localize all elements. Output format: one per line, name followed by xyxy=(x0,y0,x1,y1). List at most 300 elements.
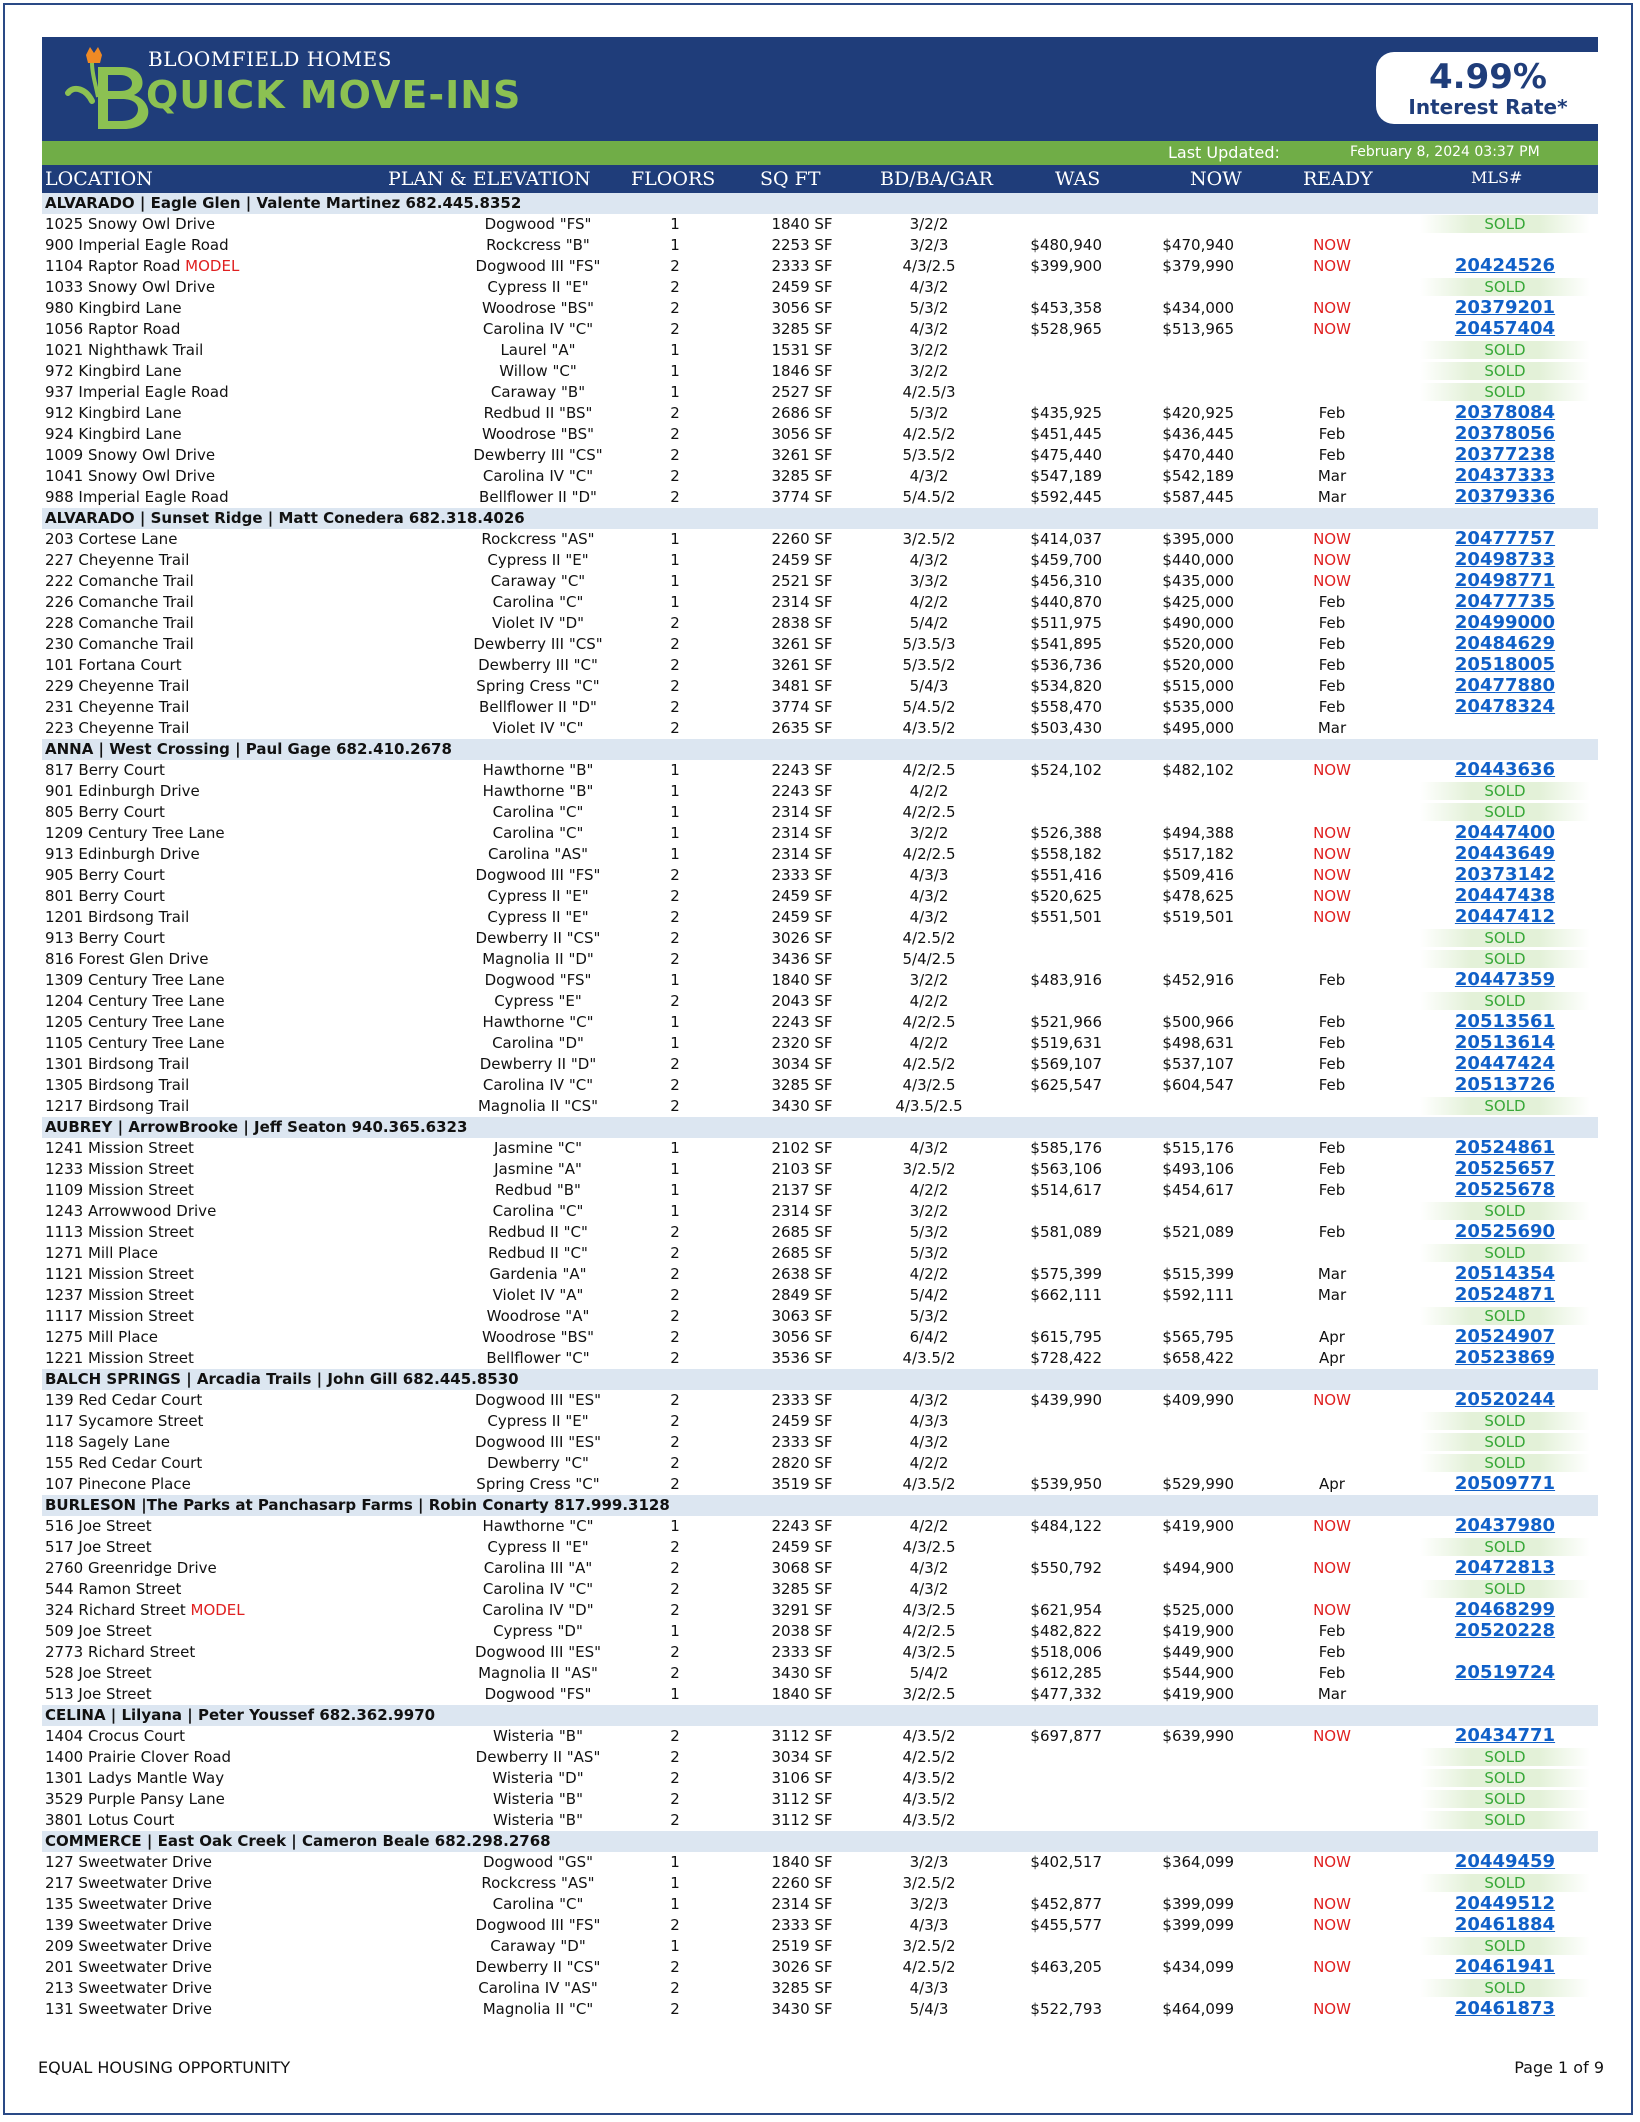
address-text: 517 Joe Street xyxy=(45,1538,152,1556)
address-text: 913 Berry Court xyxy=(45,929,165,947)
was-price-cell: $524,102 xyxy=(1030,761,1102,779)
sqft-cell: 2243 SF xyxy=(771,761,833,779)
ready-cell: Feb xyxy=(1318,1664,1346,1682)
community-section-header xyxy=(42,739,1598,760)
sold-badge: SOLD xyxy=(1420,1454,1590,1472)
address-cell xyxy=(45,929,165,947)
address-text: 1237 Mission Street xyxy=(45,1286,194,1304)
floors-cell: 1 xyxy=(670,1517,680,1535)
ready-cell: NOW xyxy=(1313,1727,1351,1745)
table-row xyxy=(42,214,1598,235)
floors-cell: 2 xyxy=(670,1307,680,1325)
bd-ba-gar-cell: 3/2/3 xyxy=(909,236,949,254)
plan-cell: Rockcress "AS" xyxy=(481,1874,595,1892)
address-text: 101 Fortana Court xyxy=(45,656,182,674)
sqft-cell: 2686 SF xyxy=(771,404,833,422)
was-price-cell: $521,966 xyxy=(1030,1013,1102,1031)
address-text: 1201 Birdsong Trail xyxy=(45,908,190,926)
sqft-cell: 2314 SF xyxy=(771,824,833,842)
bd-ba-gar-cell: 5/3.5/2 xyxy=(902,446,956,464)
plan-cell: Rockcress "AS" xyxy=(481,530,595,548)
was-price-cell: $541,895 xyxy=(1030,635,1102,653)
address-text: 228 Comanche Trail xyxy=(45,614,194,632)
floors-cell: 1 xyxy=(670,215,680,233)
mls-link[interactable]: 20437980 xyxy=(1454,1515,1556,1536)
address-text: 912 Kingbird Lane xyxy=(45,404,182,422)
sqft-cell: 3261 SF xyxy=(771,656,833,674)
community-section-header xyxy=(42,1495,1598,1516)
now-price-cell: $490,000 xyxy=(1162,614,1234,632)
bd-ba-gar-cell: 4/3/2 xyxy=(909,278,949,296)
floors-cell: 2 xyxy=(670,887,680,905)
now-price-cell: $520,000 xyxy=(1162,656,1234,674)
mls-link[interactable]: 20520244 xyxy=(1454,1389,1556,1410)
address-cell xyxy=(45,866,165,884)
was-price-cell: $550,792 xyxy=(1030,1559,1102,1577)
mls-link[interactable]: 20434771 xyxy=(1454,1725,1556,1746)
address-cell xyxy=(45,1475,191,1493)
community-section-header xyxy=(42,508,1598,529)
sold-badge: SOLD xyxy=(1420,1811,1590,1829)
sqft-cell: 2260 SF xyxy=(771,1874,833,1892)
mls-link[interactable]: 20379336 xyxy=(1454,486,1556,507)
mls-link[interactable]: 20513561 xyxy=(1454,1011,1556,1032)
table-row xyxy=(42,697,1598,718)
address-text: 1243 Arrowwood Drive xyxy=(45,1202,217,1220)
bd-ba-gar-cell: 4/2.5/2 xyxy=(902,1958,956,1976)
floors-cell: 1 xyxy=(670,1160,680,1178)
sold-badge: SOLD xyxy=(1420,1769,1590,1787)
was-price-cell: $475,440 xyxy=(1030,446,1102,464)
floors-cell: 2 xyxy=(670,425,680,443)
address-cell xyxy=(45,488,229,506)
ready-cell: Mar xyxy=(1317,1685,1347,1703)
mls-link[interactable]: 20477880 xyxy=(1454,675,1556,696)
address-cell xyxy=(45,257,239,275)
was-price-cell: $522,793 xyxy=(1030,2000,1102,2018)
was-price-cell: $480,940 xyxy=(1030,236,1102,254)
address-text: 516 Joe Street xyxy=(45,1517,152,1535)
ready-cell: NOW xyxy=(1313,551,1351,569)
mls-link[interactable]: 20378056 xyxy=(1454,423,1556,444)
mls-link[interactable]: 20499000 xyxy=(1454,612,1556,633)
ready-cell: NOW xyxy=(1313,257,1351,275)
mls-link[interactable]: 20477757 xyxy=(1454,528,1556,549)
sqft-cell: 2314 SF xyxy=(771,593,833,611)
plan-cell: Dogwood III "ES" xyxy=(475,1433,601,1451)
mls-link[interactable]: 20525657 xyxy=(1454,1158,1556,1179)
table-row xyxy=(42,1558,1598,1579)
plan-cell: Redbud II "C" xyxy=(488,1244,588,1262)
mls-link[interactable]: 20437333 xyxy=(1454,465,1556,486)
sqft-cell: 2320 SF xyxy=(771,1034,833,1052)
bd-ba-gar-cell: 4/3/2 xyxy=(909,1433,949,1451)
sqft-cell: 3261 SF xyxy=(771,446,833,464)
floors-cell: 1 xyxy=(670,1895,680,1913)
sqft-cell: 2314 SF xyxy=(771,845,833,863)
plan-cell: Carolina "D" xyxy=(492,1034,584,1052)
mls-link[interactable]: 20447400 xyxy=(1454,822,1556,843)
address-cell xyxy=(45,719,189,737)
plan-cell: Woodrose "BS" xyxy=(481,1328,594,1346)
mls-link[interactable]: 20447412 xyxy=(1454,906,1556,927)
sqft-cell: 3774 SF xyxy=(771,488,833,506)
mls-link[interactable]: 20513726 xyxy=(1454,1074,1556,1095)
address-cell xyxy=(45,971,225,989)
sold-badge: SOLD xyxy=(1420,1748,1590,1766)
address-text: 1209 Century Tree Lane xyxy=(45,824,225,842)
mls-link[interactable]: 20424526 xyxy=(1454,255,1556,276)
ready-cell: Feb xyxy=(1318,1160,1346,1178)
plan-cell: Redbud "B" xyxy=(495,1181,581,1199)
sqft-cell: 2527 SF xyxy=(771,383,833,401)
floors-cell: 2 xyxy=(670,656,680,674)
floors-cell: 2 xyxy=(670,1643,680,1661)
sold-badge: SOLD xyxy=(1420,1202,1590,1220)
sqft-cell: 3112 SF xyxy=(771,1811,833,1829)
address-text: 513 Joe Street xyxy=(45,1685,152,1703)
bd-ba-gar-cell: 5/3/2 xyxy=(909,1244,949,1262)
was-price-cell: $575,399 xyxy=(1030,1265,1102,1283)
sqft-cell: 3026 SF xyxy=(771,1958,833,1976)
address-cell xyxy=(45,1055,189,1073)
sqft-cell: 3285 SF xyxy=(771,1979,833,1997)
sqft-cell: 3026 SF xyxy=(771,929,833,947)
floors-cell: 1 xyxy=(670,1685,680,1703)
sold-badge: SOLD xyxy=(1420,803,1590,821)
mls-link[interactable]: 20477735 xyxy=(1454,591,1556,612)
mls-link[interactable]: 20472813 xyxy=(1454,1557,1556,1578)
address-cell xyxy=(45,761,165,779)
plan-cell: Dogwood "GS" xyxy=(482,1853,594,1871)
floors-cell: 1 xyxy=(670,1874,680,1892)
plan-cell: Violet IV "D" xyxy=(491,614,585,632)
was-price-cell: $558,182 xyxy=(1030,845,1102,863)
now-price-cell: $425,000 xyxy=(1162,593,1234,611)
mls-link[interactable]: 20514354 xyxy=(1454,1263,1556,1284)
bd-ba-gar-cell: 3/2/2 xyxy=(909,971,949,989)
mls-link[interactable]: 20443636 xyxy=(1454,759,1556,780)
plan-cell: Dewberry II "AS" xyxy=(475,1748,601,1766)
plan-cell: Redbud II "BS" xyxy=(483,404,593,422)
mls-link[interactable]: 20443649 xyxy=(1454,843,1556,864)
bd-ba-gar-cell: 4/2/2.5 xyxy=(902,1013,956,1031)
floors-cell: 2 xyxy=(670,1223,680,1241)
mls-link[interactable]: 20378084 xyxy=(1454,402,1556,423)
now-price-cell: $520,000 xyxy=(1162,635,1234,653)
address-text: 1041 Snowy Owl Drive xyxy=(45,467,216,485)
mls-link[interactable]: 20457404 xyxy=(1454,318,1556,339)
mls-link[interactable]: 20524907 xyxy=(1454,1326,1556,1347)
address-cell xyxy=(45,950,208,968)
plan-cell: Wisteria "D" xyxy=(492,1769,584,1787)
bd-ba-gar-cell: 4/2/2 xyxy=(909,1181,949,1199)
ready-cell: NOW xyxy=(1313,2000,1351,2018)
was-price-cell: $459,700 xyxy=(1030,551,1102,569)
now-price-cell: $519,501 xyxy=(1162,908,1234,926)
address-text: 528 Joe Street xyxy=(45,1664,152,1682)
table-row xyxy=(42,1474,1598,1495)
mls-link[interactable]: 20519724 xyxy=(1454,1662,1556,1683)
bd-ba-gar-cell: 4/2/2.5 xyxy=(902,845,956,863)
mls-link[interactable]: 20525690 xyxy=(1454,1221,1556,1242)
bd-ba-gar-cell: 5/4/2.5 xyxy=(902,950,956,968)
mls-link[interactable]: 20447359 xyxy=(1454,969,1556,990)
now-price-cell: $419,900 xyxy=(1162,1622,1234,1640)
mls-link[interactable]: 20509771 xyxy=(1454,1473,1556,1494)
address-text: 1109 Mission Street xyxy=(45,1181,194,1199)
page-title: QUICK MOVE-INS xyxy=(146,73,522,117)
bd-ba-gar-cell: 4/2.5/3 xyxy=(902,383,956,401)
floors-cell: 2 xyxy=(670,299,680,317)
mls-link[interactable]: 20377238 xyxy=(1454,444,1556,465)
was-price-cell: $519,631 xyxy=(1030,1034,1102,1052)
mls-link[interactable]: 20518005 xyxy=(1454,654,1556,675)
plan-cell: Dewberry II "CS" xyxy=(475,929,601,947)
address-cell xyxy=(45,1202,216,1220)
sqft-cell: 2243 SF xyxy=(771,1013,833,1031)
column-header-floors: FLOORS xyxy=(631,168,716,190)
bd-ba-gar-cell: 4/3.5/2 xyxy=(902,1727,956,1745)
bd-ba-gar-cell: 4/3/2 xyxy=(909,1580,949,1598)
mls-link[interactable]: 20373142 xyxy=(1454,864,1556,885)
mls-link[interactable]: 20498733 xyxy=(1454,549,1556,570)
sold-badge: SOLD xyxy=(1420,1433,1590,1451)
floors-cell: 2 xyxy=(670,614,680,632)
bd-ba-gar-cell: 4/3/2 xyxy=(909,551,949,569)
table-row xyxy=(42,1411,1598,1432)
plan-cell: Carolina "C" xyxy=(492,593,584,611)
community-title: BURLESON |The Parks at Panchasarp Farms | Robin Conarty 817.999.3128 xyxy=(45,1496,670,1514)
ready-cell: NOW xyxy=(1313,1601,1351,1619)
mls-link[interactable]: 20461873 xyxy=(1454,1998,1556,2019)
bd-ba-gar-cell: 3/2/3 xyxy=(909,1895,949,1913)
mls-link[interactable]: 20461941 xyxy=(1454,1956,1556,1977)
table-row xyxy=(42,1789,1598,1810)
was-price-cell: $528,965 xyxy=(1030,320,1102,338)
table-row xyxy=(42,907,1598,928)
brand-name: BLOOMFIELD HOMES xyxy=(148,47,392,71)
floors-cell: 2 xyxy=(670,719,680,737)
ready-cell: Feb xyxy=(1318,971,1346,989)
address-cell xyxy=(45,845,200,863)
sqft-cell: 2333 SF xyxy=(771,1391,833,1409)
sold-badge: SOLD xyxy=(1420,1937,1590,1955)
address-cell xyxy=(45,1916,212,1934)
was-price-cell: $453,358 xyxy=(1030,299,1102,317)
mls-link[interactable]: 20478324 xyxy=(1454,696,1556,717)
plan-cell: Dogwood "FS" xyxy=(484,971,592,989)
now-price-cell: $470,940 xyxy=(1162,236,1234,254)
table-row xyxy=(42,1978,1598,1999)
floors-cell: 1 xyxy=(670,1013,680,1031)
mls-link[interactable]: 20520228 xyxy=(1454,1620,1556,1641)
table-row xyxy=(42,1432,1598,1453)
interest-rate-value: 4.99% xyxy=(1429,57,1547,97)
mls-link[interactable]: 20513614 xyxy=(1454,1032,1556,1053)
plan-cell: Cypress II "E" xyxy=(487,1412,589,1430)
floors-cell: 2 xyxy=(670,1286,680,1304)
bd-ba-gar-cell: 4/2/2 xyxy=(909,782,949,800)
address-text: 229 Cheyenne Trail xyxy=(45,677,190,695)
now-price-cell: $517,182 xyxy=(1162,845,1234,863)
floors-cell: 2 xyxy=(670,929,680,947)
was-price-cell: $728,422 xyxy=(1030,1349,1102,1367)
address-text: 2760 Greenridge Drive xyxy=(45,1559,217,1577)
bd-ba-gar-cell: 4/3/2.5 xyxy=(902,1538,956,1556)
community-title: BALCH SPRINGS | Arcadia Trails | John Gill 682.445.8530 xyxy=(45,1370,519,1388)
floors-cell: 2 xyxy=(670,278,680,296)
bd-ba-gar-cell: 5/3/2 xyxy=(909,404,949,422)
bd-ba-gar-cell: 4/2/2 xyxy=(909,1517,949,1535)
column-header-now: NOW xyxy=(1190,168,1242,190)
address-text: 1204 Century Tree Lane xyxy=(45,992,225,1010)
address-cell xyxy=(45,1286,194,1304)
was-price-cell: $621,954 xyxy=(1030,1601,1102,1619)
bd-ba-gar-cell: 4/3.5/2 xyxy=(902,1790,956,1808)
bd-ba-gar-cell: 4/3/2 xyxy=(909,1139,949,1157)
sqft-cell: 3481 SF xyxy=(771,677,833,695)
plan-cell: Hawthorne "B" xyxy=(482,761,594,779)
table-row xyxy=(42,781,1598,802)
table-row xyxy=(42,1642,1598,1663)
floors-cell: 1 xyxy=(670,845,680,863)
mls-link[interactable]: 20525678 xyxy=(1454,1179,1556,1200)
floors-cell: 2 xyxy=(670,1328,680,1346)
floors-cell: 2 xyxy=(670,1748,680,1766)
table-row xyxy=(42,487,1598,508)
sold-badge: SOLD xyxy=(1420,1307,1590,1325)
column-header-mls: MLS# xyxy=(1471,168,1523,187)
bd-ba-gar-cell: 5/4/2 xyxy=(909,1664,949,1682)
ready-cell: NOW xyxy=(1313,1958,1351,1976)
sqft-cell: 2043 SF xyxy=(771,992,833,1010)
ready-cell: NOW xyxy=(1313,1517,1351,1535)
plan-cell: Woodrose "BS" xyxy=(481,425,594,443)
community-title: COMMERCE | East Oak Creek | Cameron Beale 682.298.2768 xyxy=(45,1832,551,1850)
now-price-cell: $399,099 xyxy=(1162,1916,1234,1934)
community-title: ANNA | West Crossing | Paul Gage 682.410.2678 xyxy=(45,740,452,758)
now-price-cell: $436,445 xyxy=(1162,425,1234,443)
ready-cell: Feb xyxy=(1318,1181,1346,1199)
sqft-cell: 2314 SF xyxy=(771,803,833,821)
address-text: 2773 Richard Street xyxy=(45,1643,196,1661)
sqft-cell: 3285 SF xyxy=(771,320,833,338)
mls-link[interactable]: 20379201 xyxy=(1454,297,1556,318)
sold-badge: SOLD xyxy=(1420,215,1590,233)
sqft-cell: 2314 SF xyxy=(771,1202,833,1220)
sqft-cell: 3519 SF xyxy=(771,1475,833,1493)
floors-cell: 2 xyxy=(670,1475,680,1493)
ready-cell: Mar xyxy=(1317,467,1347,485)
plan-cell: Carolina IV "C" xyxy=(482,1580,594,1598)
table-row xyxy=(42,445,1598,466)
was-price-cell: $402,517 xyxy=(1030,1853,1102,1871)
address-text: 1113 Mission Street xyxy=(45,1223,194,1241)
now-price-cell: $604,547 xyxy=(1162,1076,1234,1094)
address-text: 324 Richard Street xyxy=(45,1601,186,1619)
address-cell xyxy=(45,1811,174,1829)
floors-cell: 2 xyxy=(670,1811,680,1829)
bd-ba-gar-cell: 4/2/2 xyxy=(909,593,949,611)
plan-cell: Dogwood III "FS" xyxy=(475,257,601,275)
mls-link[interactable]: 20449512 xyxy=(1454,1893,1556,1914)
plan-cell: Magnolia II "CS" xyxy=(477,1097,599,1115)
mls-link[interactable]: 20468299 xyxy=(1454,1599,1556,1620)
floors-cell: 1 xyxy=(670,1034,680,1052)
table-row xyxy=(42,235,1598,256)
floors-cell: 1 xyxy=(670,782,680,800)
mls-link[interactable]: 20447438 xyxy=(1454,885,1556,906)
mls-link[interactable]: 20523869 xyxy=(1454,1347,1556,1368)
interest-rate-badge xyxy=(1376,52,1600,124)
address-text: 1301 Birdsong Trail xyxy=(45,1055,190,1073)
plan-cell: Woodrose "BS" xyxy=(481,299,594,317)
address-cell xyxy=(45,1076,189,1094)
mls-link[interactable]: 20461884 xyxy=(1454,1914,1556,1935)
mls-link[interactable]: 20524861 xyxy=(1454,1137,1556,1158)
table-row xyxy=(42,1285,1598,1306)
address-cell xyxy=(45,1601,245,1619)
mls-link[interactable]: 20449459 xyxy=(1454,1851,1556,1872)
ready-cell: Feb xyxy=(1318,635,1346,653)
sqft-cell: 2685 SF xyxy=(771,1223,833,1241)
address-text: 1221 Mission Street xyxy=(45,1349,194,1367)
address-text: 213 Sweetwater Drive xyxy=(45,1979,213,1997)
table-row xyxy=(42,823,1598,844)
mls-link[interactable]: 20447424 xyxy=(1454,1053,1556,1074)
address-text: 544 Ramon Street xyxy=(45,1580,182,1598)
mls-link[interactable]: 20498771 xyxy=(1454,570,1556,591)
address-text: 155 Red Cedar Court xyxy=(45,1454,203,1472)
bd-ba-gar-cell: 3/2/2 xyxy=(909,1202,949,1220)
table-row xyxy=(42,1873,1598,1894)
sqft-cell: 3285 SF xyxy=(771,467,833,485)
bd-ba-gar-cell: 4/2.5/2 xyxy=(902,1055,956,1073)
mls-link[interactable]: 20484629 xyxy=(1454,633,1556,654)
ready-cell: NOW xyxy=(1313,320,1351,338)
plan-cell: Dewberry II "CS" xyxy=(475,1958,601,1976)
was-price-cell: $456,310 xyxy=(1030,572,1102,590)
column-header-bd-ba-gar: BD/BA/GAR xyxy=(880,168,993,190)
sqft-cell: 3430 SF xyxy=(771,2000,833,2018)
community-section-header xyxy=(42,1705,1598,1726)
address-cell xyxy=(45,278,215,296)
was-price-cell: $484,122 xyxy=(1030,1517,1102,1535)
now-price-cell: $364,099 xyxy=(1162,1853,1234,1871)
sqft-cell: 3430 SF xyxy=(771,1097,833,1115)
plan-cell: Dogwood "FS" xyxy=(484,1685,592,1703)
sqft-cell: 1840 SF xyxy=(771,1685,833,1703)
plan-cell: Carolina IV "C" xyxy=(482,1076,594,1094)
address-cell xyxy=(45,446,215,464)
plan-cell: Woodrose "A" xyxy=(486,1307,590,1325)
table-row xyxy=(42,1957,1598,1978)
mls-link[interactable]: 20524871 xyxy=(1454,1284,1556,1305)
table-row xyxy=(42,844,1598,865)
address-cell xyxy=(45,236,229,254)
ready-cell: Apr xyxy=(1319,1475,1345,1493)
floors-cell: 2 xyxy=(670,1958,680,1976)
address-cell xyxy=(45,1013,225,1031)
bd-ba-gar-cell: 4/3/3 xyxy=(909,1979,949,1997)
table-row xyxy=(42,928,1598,949)
plan-cell: Cypress II "E" xyxy=(487,908,589,926)
address-cell xyxy=(45,1874,212,1892)
plan-cell: Bellflower II "D" xyxy=(479,488,597,506)
was-price-cell: $625,547 xyxy=(1030,1076,1102,1094)
now-price-cell: $639,990 xyxy=(1162,1727,1234,1745)
